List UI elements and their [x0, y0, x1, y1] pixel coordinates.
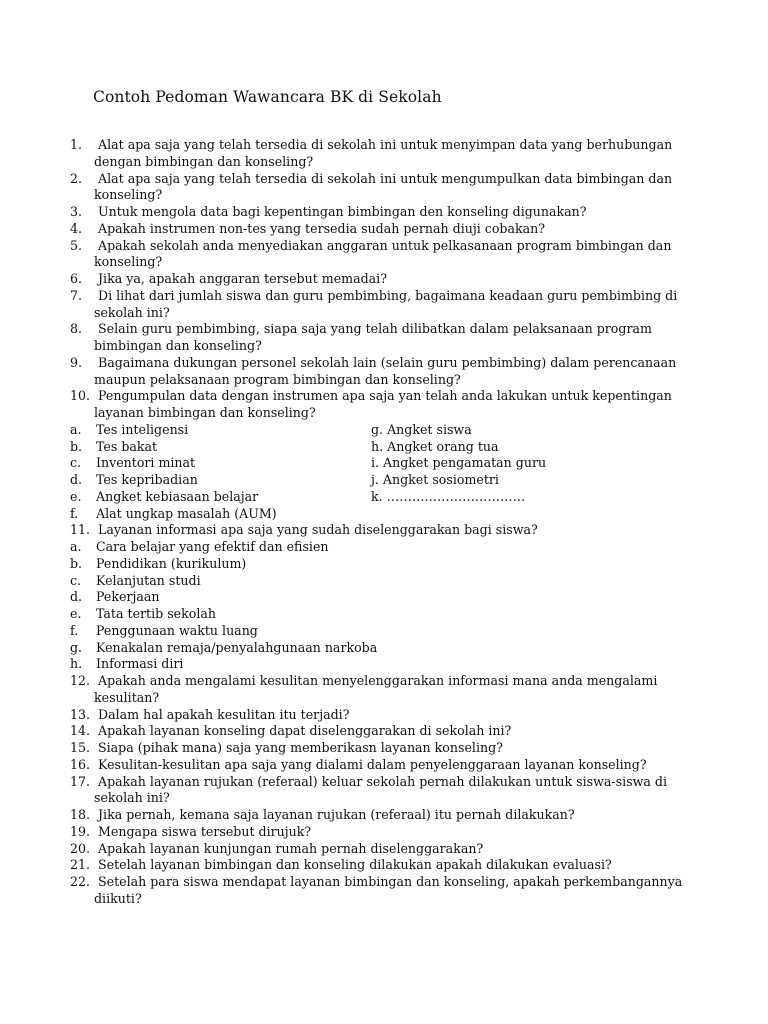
question-text: Jika ya, apakah anggaran tersebut memadai? — [98, 271, 387, 286]
item-marker: 4. — [70, 220, 83, 236]
question-item — [70, 238, 685, 272]
item-marker: d. — [70, 472, 83, 487]
question-text: Layanan informasi apa saja yang sudah diselenggarakan bagi siswa? — [98, 522, 538, 538]
sub-item-pair — [70, 439, 685, 456]
sub-item-text: Alat ungkap masalah (AUM) — [96, 505, 277, 521]
question-item — [70, 824, 685, 841]
sub-item-left-text: Tes kepribadian — [96, 472, 198, 487]
sub-item — [70, 589, 685, 606]
sub-item-text: Pekerjaan — [96, 589, 160, 605]
sub-item-pair — [70, 489, 685, 506]
item-marker: 11. — [70, 522, 91, 538]
item-marker: 15. — [70, 740, 91, 755]
question-item — [70, 757, 685, 774]
question-text: Apakah anda mengalami kesulitan menyelenggarakan informasi mana anda mengalami kesulitan? — [94, 673, 658, 705]
item-marker: 8. — [70, 321, 83, 337]
question-text: Alat apa saja yang telah tersedia di sekolah ini untuk menyimpan data yang berhubungan dengan bimbingan dan konseling? — [94, 137, 673, 169]
document-title: Contoh Pedoman Wawancara BK di Sekolah — [93, 88, 442, 106]
question-text: Setelah layanan bimbingan dan konseling dilakukan apakah dilakukan evaluasi? — [98, 857, 612, 873]
sub-item — [70, 573, 685, 590]
item-marker: 3. — [70, 204, 83, 219]
sub-item-left-text: Tes inteligensi — [96, 421, 189, 437]
question-text: Apakah instrumen non-tes yang tersedia sudah pernah diuji cobakan? — [98, 220, 545, 236]
item-marker: g. — [70, 639, 83, 655]
question-item — [70, 857, 685, 874]
question-item — [70, 171, 685, 205]
question-item — [70, 723, 685, 740]
question-item — [70, 673, 685, 707]
item-marker: a. — [70, 421, 82, 437]
question-text: Siapa (pihak mana) saja yang memberikasn layanan konseling? — [98, 740, 503, 755]
sub-item — [70, 640, 685, 657]
question-text: Mengapa siswa tersebut dirujuk? — [98, 823, 312, 839]
question-item — [70, 707, 685, 724]
item-marker: 13. — [70, 706, 91, 722]
sub-item-text: Informasi diri — [96, 656, 184, 672]
item-marker: e. — [70, 488, 82, 504]
item-marker: d. — [70, 589, 83, 605]
question-item — [70, 807, 685, 824]
question-item — [70, 874, 685, 908]
sub-item — [70, 656, 685, 673]
sub-item-left-text: Tes bakat — [96, 438, 158, 454]
question-text: Alat apa saja yang telah tersedia di sekolah ini untuk mengumpulkan data bimbingan dan konseling? — [94, 170, 673, 203]
item-marker: b. — [70, 438, 83, 454]
question-item — [70, 355, 685, 389]
item-marker: 5. — [70, 237, 83, 253]
question-item — [70, 388, 685, 422]
item-marker: f. — [70, 622, 79, 638]
sub-item-text: Cara belajar yang efektif dan efisien — [96, 539, 329, 554]
question-item — [70, 221, 685, 238]
item-marker: 9. — [70, 354, 83, 370]
sub-item — [70, 539, 685, 556]
item-marker: 10. — [70, 388, 91, 404]
sub-item-text: Kenakalan remaja/penyalahgunaan narkoba — [96, 639, 378, 655]
question-text: Untuk mengola data bagi kepentingan bimbingan den konseling digunakan? — [98, 204, 587, 219]
question-item — [70, 740, 685, 757]
question-text: Kesulitan-kesulitan apa saja yang dialami dalam penyelenggaraan layanan konseling? — [98, 756, 647, 772]
sub-item-right-text: g. Angket siswa — [371, 421, 472, 437]
sub-item-left-text: Inventori minat — [96, 455, 196, 471]
item-marker: 14. — [70, 723, 91, 739]
sub-item-pair — [70, 472, 685, 489]
question-text: Selain guru pembimbing, siapa saja yang telah dilibatkan dalam pelaksanaan program bimbingan dan konseling? — [94, 321, 652, 353]
item-marker: 21. — [70, 857, 91, 873]
sub-item-right-text: k. …………………………… — [371, 488, 526, 504]
question-text: Bagaimana dukungan personel sekolah lain (selain guru pembimbing) dalam perencanaan maupun pelaksanaan program bimbingan dan konseling? — [94, 354, 677, 387]
item-marker: 1. — [70, 137, 83, 152]
question-text: Apakah layanan konseling dapat diselenggarakan di sekolah ini? — [98, 723, 512, 739]
sub-item-text: Pendidikan (kurikulum) — [96, 555, 247, 571]
question-text: Pengumpulan data dengan instrumen apa saja yan telah anda lakukan untuk kepentingan layanan bimbingan dan konseling? — [94, 388, 672, 420]
item-marker: 2. — [70, 170, 83, 186]
question-item — [70, 321, 685, 355]
item-marker: b. — [70, 555, 83, 571]
item-marker: 18. — [70, 807, 91, 822]
sub-item-left-text: Angket kebiasaan belajar — [96, 488, 259, 504]
sub-item-text: Penggunaan waktu luang — [96, 622, 258, 638]
item-marker: 22. — [70, 874, 91, 889]
question-text: Di lihat dari jumlah siswa dan guru pembimbing, bagaimana keadaan guru pembimbing di sekolah ini? — [94, 287, 678, 320]
question-text: Jika pernah, kemana saja layanan rujukan (referaal) itu pernah dilakukan? — [98, 807, 575, 822]
item-marker: h. — [70, 656, 83, 672]
sub-item-right-text: j. Angket sosiometri — [371, 472, 499, 487]
item-marker: 17. — [70, 773, 91, 789]
sub-item — [70, 556, 685, 573]
question-text: Dalam hal apakah kesulitan itu terjadi? — [98, 706, 350, 722]
question-text: Apakah layanan kunjungan rumah pernah diselenggarakan? — [98, 840, 484, 856]
question-item — [70, 522, 685, 539]
sub-item-text: Kelanjutan studi — [96, 572, 201, 588]
item-marker: 16. — [70, 756, 91, 772]
item-marker: f. — [70, 505, 79, 521]
item-marker: 12. — [70, 673, 91, 688]
sub-item — [70, 506, 685, 523]
item-marker: e. — [70, 606, 82, 621]
item-marker: 20. — [70, 840, 91, 856]
question-item — [70, 774, 685, 808]
item-marker: c. — [70, 455, 82, 471]
item-marker: 19. — [70, 823, 91, 839]
question-item — [70, 204, 685, 221]
sub-item-right-text: h. Angket orang tua — [371, 438, 499, 454]
question-text: Setelah para siswa mendapat layanan bimbingan dan konseling, apakah perkembangannya diikuti? — [94, 874, 683, 906]
question-text: Apakah sekolah anda menyediakan anggaran untuk pelkasanaan program bimbingan dan konseling? — [94, 237, 672, 270]
sub-item — [70, 606, 685, 623]
question-item — [70, 137, 685, 171]
question-item — [70, 841, 685, 858]
sub-item-pair — [70, 422, 685, 439]
item-marker: c. — [70, 572, 82, 588]
question-item — [70, 288, 685, 322]
sub-item-right-text: i. Angket pengamatan guru — [371, 455, 547, 471]
sub-item-text: Tata tertib sekolah — [96, 606, 216, 621]
question-list — [70, 137, 685, 908]
item-marker: 7. — [70, 287, 83, 303]
sub-item-pair — [70, 455, 685, 472]
question-item — [70, 271, 685, 288]
item-marker: 6. — [70, 271, 83, 286]
item-marker: a. — [70, 539, 82, 554]
sub-item — [70, 623, 685, 640]
question-text: Apakah layanan rujukan (referaal) keluar sekolah pernah dilakukan untuk siswa-siswa di sekolah ini? — [94, 773, 667, 806]
